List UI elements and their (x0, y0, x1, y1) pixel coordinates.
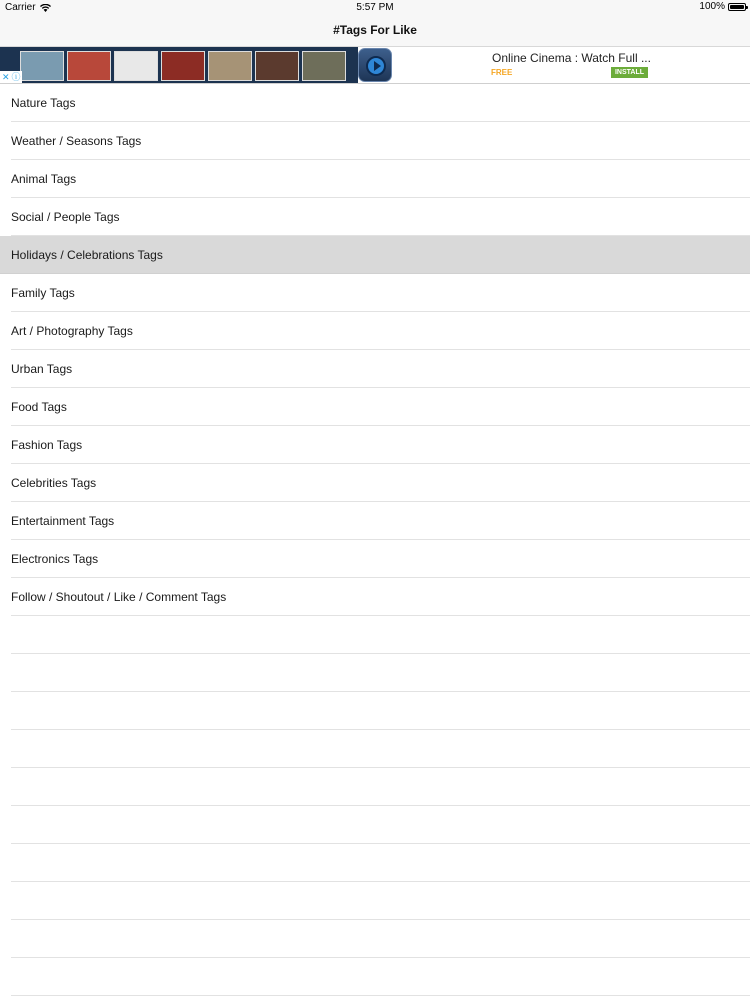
category-label: Food Tags (11, 400, 67, 414)
empty-row (0, 882, 750, 920)
category-row[interactable] (0, 236, 750, 274)
category-label: Entertainment Tags (11, 514, 115, 528)
empty-row (0, 730, 750, 768)
empty-row (0, 806, 750, 844)
category-label: Urban Tags (11, 362, 73, 376)
ad-poster-image (208, 51, 252, 81)
category-label: Celebrities Tags (11, 476, 97, 490)
category-row[interactable] (0, 388, 750, 426)
carrier-label: Carrier (5, 2, 36, 13)
ad-close-button[interactable] (0, 71, 22, 83)
status-time: 5:57 PM (356, 2, 394, 13)
battery-percent: 100% (699, 1, 725, 12)
category-row[interactable] (0, 540, 750, 578)
empty-row (0, 616, 750, 654)
category-label: Holidays / Celebrations Tags (11, 248, 163, 262)
empty-row (0, 654, 750, 692)
category-label: Weather / Seasons Tags (11, 134, 142, 148)
ad-image-strip[interactable] (0, 47, 358, 84)
empty-row (0, 768, 750, 806)
category-row[interactable] (0, 160, 750, 198)
empty-row (0, 920, 750, 958)
category-row[interactable] (0, 312, 750, 350)
category-label: Follow / Shoutout / Like / Comment Tags (11, 590, 227, 604)
category-row[interactable] (0, 350, 750, 388)
category-row[interactable] (0, 122, 750, 160)
ad-info-icon: ⓘ (11, 72, 21, 82)
ad-app-icon[interactable] (358, 48, 392, 82)
ad-title[interactable]: Online Cinema : Watch Full ... (492, 51, 651, 65)
ad-poster-image (302, 51, 346, 81)
status-bar (0, 0, 750, 14)
ad-poster-image (161, 51, 205, 81)
category-label: Family Tags (11, 286, 75, 300)
category-row[interactable] (0, 84, 750, 122)
ad-poster-image (67, 51, 111, 81)
page-title: #Tags For Like (333, 23, 417, 37)
ad-poster-image (114, 51, 158, 81)
category-row[interactable] (0, 198, 750, 236)
ad-price: FREE (491, 68, 513, 77)
battery-icon (728, 3, 746, 11)
category-row[interactable] (0, 578, 750, 616)
category-row[interactable] (0, 464, 750, 502)
category-row[interactable] (0, 426, 750, 464)
category-label: Social / People Tags (11, 210, 120, 224)
empty-row (0, 958, 750, 996)
category-row[interactable] (0, 274, 750, 312)
category-label: Fashion Tags (11, 438, 83, 452)
ad-poster-image (20, 51, 64, 81)
close-icon: ✕ (2, 72, 10, 82)
empty-row (0, 844, 750, 882)
ad-poster-image (255, 51, 299, 81)
category-label: Nature Tags (11, 96, 76, 110)
category-label: Art / Photography Tags (11, 324, 133, 338)
ad-banner[interactable] (0, 47, 750, 84)
category-label: Electronics Tags (11, 552, 99, 566)
play-icon (374, 61, 381, 71)
empty-row (0, 692, 750, 730)
category-row[interactable] (0, 502, 750, 540)
ad-install-button[interactable]: INSTALL (611, 67, 648, 78)
category-label: Animal Tags (11, 172, 77, 186)
navigation-bar (0, 14, 750, 47)
category-list (0, 84, 750, 996)
